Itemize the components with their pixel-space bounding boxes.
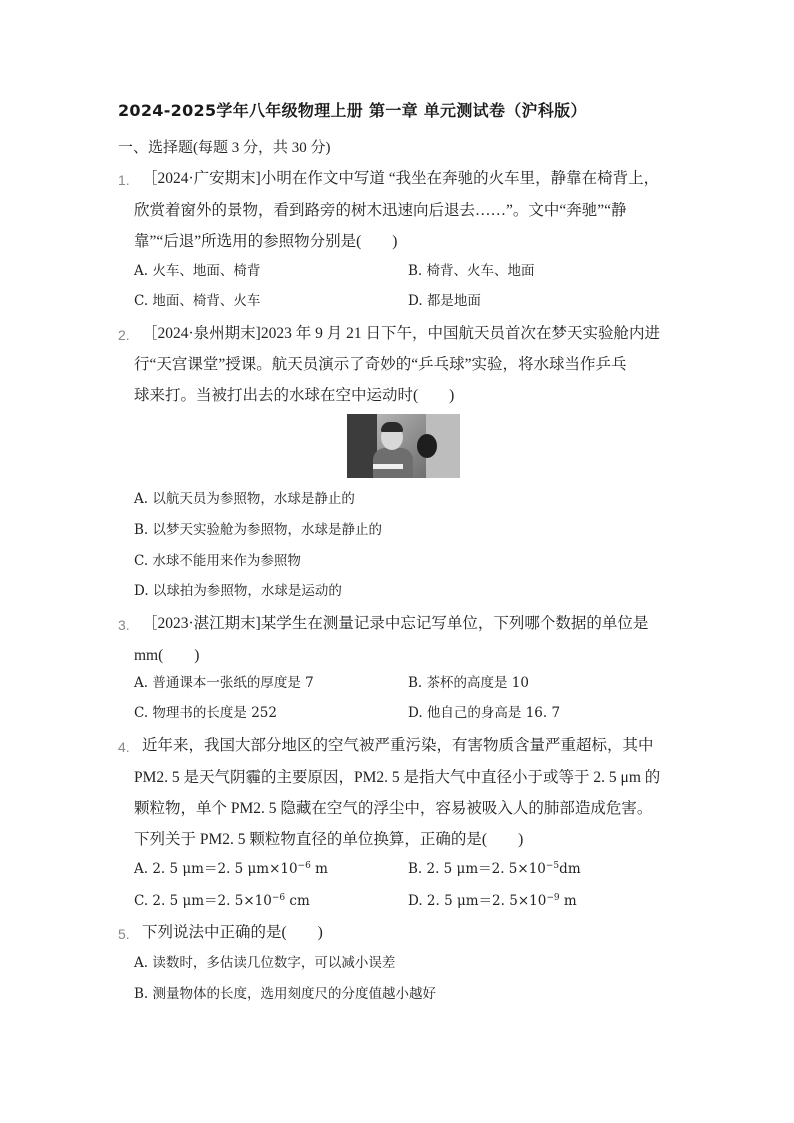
- question-2-line-2: 行“天宫课堂”授课。航天员演示了奇妙的“乒乓球”实验，将水球当作乒乓: [134, 356, 627, 373]
- question-3-option-d: D. 他自己的身高是 16. 7: [408, 705, 561, 721]
- question-2-line-1: ［2024·泉州期末]2023 年 9 月 21 日下午，中国航天员首次在梦天实验舱内进: [142, 325, 660, 342]
- question-2-line-3: 球来打。当被打出去的水球在空中运动时( ): [134, 387, 455, 404]
- question-4-option-c-exponent: −6: [271, 893, 286, 903]
- question-2-option-b: B. 以梦天实验舱为参照物，水球是静止的: [134, 522, 383, 538]
- question-4-option-b-text: B. 2. 5 μm＝2. 5×10: [408, 861, 546, 877]
- question-4-line-3: 颗粒物，单个 PM2. 5 隐藏在空气的浮尘中，容易被吸入人的肺部造成危害。: [134, 800, 653, 817]
- question-3-line-1: ［2023·湛江期末]某学生在测量记录中忘记写单位，下列哪个数据的单位是: [142, 615, 649, 632]
- question-2-option-c: C. 水球不能用来作为参照物: [134, 553, 301, 569]
- question-4-option-b-unit: dm: [559, 861, 581, 877]
- question-3-line-2: mm( ): [134, 647, 200, 664]
- section-heading: 一、选择题(每题 3 分，共 30 分): [118, 140, 331, 156]
- question-4-line-1: 近年来，我国大部分地区的空气被严重污染，有害物质含量严重超标，其中: [142, 737, 654, 754]
- question-4-line-4: 下列关于 PM2. 5 颗粒物直径的单位换算，正确的是( ): [134, 831, 524, 848]
- question-4-line-2: PM2. 5 是天气阴霾的主要原因，PM2. 5 是指大气中直径小于或等于 2. 5 μm 的: [134, 769, 661, 786]
- question-2-option-a: A. 以航天员为参照物，水球是静止的: [134, 491, 355, 507]
- question-4-option-d-text: D. 2. 5 μm＝2. 5×10: [408, 893, 547, 909]
- question-2-option-d: D. 以球拍为参照物，水球是运动的: [134, 583, 342, 599]
- question-1-line-2: 欣赏着窗外的景物，看到路旁的树木迅速向后退去……”。文中“奔驰”“静: [134, 202, 627, 219]
- question-1-option-b: B. 椅背、火车、地面: [408, 263, 535, 279]
- question-4-number: 4.: [118, 739, 130, 755]
- question-1-option-a: A. 火车、地面、椅背: [134, 263, 261, 279]
- question-4-option-a-exponent: −6: [297, 861, 311, 871]
- question-1-line-3: 靠”“后退”所选用的参照物分别是( ): [134, 233, 398, 250]
- question-4-option-a-unit: m: [310, 861, 328, 877]
- question-1-line-1: ［2024·广安期末]小明在作文中写道 “我坐在奔驰的火车里，静靠在椅背上，: [142, 170, 660, 187]
- question-2-number: 2.: [118, 327, 130, 343]
- question-4-option-c-unit: cm: [285, 893, 310, 909]
- question-5-option-b: B. 测量物体的长度，选用刻度尺的分度值越小越好: [134, 986, 437, 1002]
- question-5-line-1: 下列说法中正确的是( ): [142, 924, 323, 941]
- exam-title: 2024-2025学年八年级物理上册 第一章 单元测试卷（沪科版）: [118, 101, 587, 120]
- question-4-option-d: [408, 894, 577, 909]
- question-4-option-b-exponent: −5: [545, 861, 560, 871]
- question-4-option-c-text: C. 2. 5 μm＝2. 5×10: [134, 893, 272, 909]
- question-3-option-a: A. 普通课本一张纸的厚度是 7: [134, 675, 314, 691]
- question-3-option-c: C. 物理书的长度是 252: [134, 705, 277, 721]
- question-1-option-c: C. 地面、椅背、火车: [134, 293, 261, 309]
- question-5-option-a: A. 读数时，多估读几位数字，可以减小误差: [134, 955, 396, 971]
- question-4-option-d-unit: m: [559, 893, 577, 909]
- question-4-option-c: [134, 894, 310, 909]
- question-4-option-a: [134, 862, 328, 877]
- question-5-number: 5.: [118, 926, 130, 942]
- question-4-option-d-exponent: −9: [546, 893, 560, 903]
- question-3-number: 3.: [118, 617, 130, 633]
- question-4-option-b: [408, 862, 581, 877]
- question-4-option-a-text: A. 2. 5 μm＝2. 5 μm×10: [134, 861, 298, 877]
- astronaut-photo: [347, 414, 460, 478]
- question-1-number: 1.: [118, 172, 130, 188]
- question-1-option-d: D. 都是地面: [408, 293, 481, 309]
- question-3-option-b: B. 茶杯的高度是 10: [408, 675, 529, 691]
